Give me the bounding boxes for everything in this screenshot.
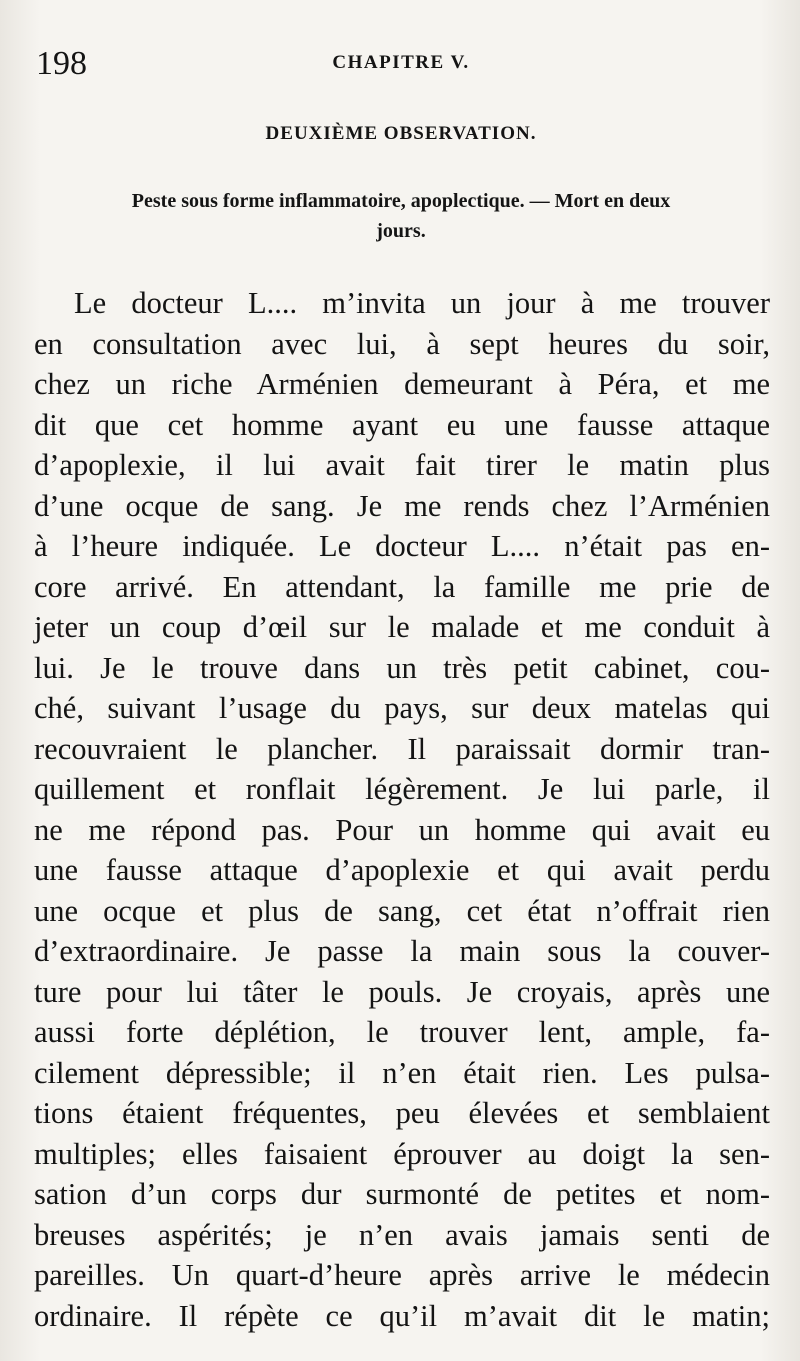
- body-line: core arrivé. En attendant, la famille me prie de: [34, 569, 770, 604]
- case-summary-line-2: jours.: [376, 220, 426, 242]
- body-line: en consultation avec lui, à sept heures du soir,: [34, 326, 770, 361]
- body-line: tions étaient fréquentes, peu élevées et semblaient: [34, 1096, 770, 1130]
- body-line: sation d’un corps dur surmonté de petites et nom-: [34, 1177, 770, 1211]
- body-line: ché, suivant l’usage du pays, sur deux matelas qui: [34, 691, 770, 725]
- body-line: pareilles. Un quart-d’heure après arrive le médecin: [34, 1258, 770, 1292]
- body-line: lui. Je le trouve dans un très petit cabinet, cou-: [34, 650, 770, 685]
- body-line: cilement dépressible; il n’en était rien. Les pulsa-: [34, 1055, 770, 1090]
- body-line: ne me répond pas. Pour un homme qui avait eu: [34, 812, 770, 847]
- page-header: [36, 44, 766, 84]
- body-line: d’apoplexie, il lui avait fait tirer le matin plus: [34, 448, 770, 482]
- body-line: une ocque et plus de sang, cet état n’offrait rien: [34, 893, 770, 928]
- body-line: Le docteur L.... m’invita un jour à me trouver: [74, 286, 770, 320]
- body-line: ture pour lui tâter le pouls. Je croyais, après une: [34, 974, 770, 1009]
- running-head: CHAPITRE V.: [332, 52, 470, 73]
- body-line: ordinaire. Il répète ce qu’il m’avait dit le matin;: [34, 1298, 770, 1333]
- body-line: à l’heure indiquée. Le docteur L.... n’était pas en-: [34, 529, 770, 563]
- body-line: breuses aspérités; je n’en avais jamais senti de: [34, 1217, 770, 1252]
- body-line: dit que cet homme ayant eu une fausse attaque: [34, 407, 770, 442]
- case-summary: [36, 186, 766, 246]
- page-number: 198: [36, 45, 87, 82]
- body-line: quillement et ronflait légèrement. Je lui parle, il: [34, 772, 770, 806]
- body-line: aussi forte déplétion, le trouver lent, ample, fa-: [34, 1015, 770, 1049]
- case-summary-line-1: Peste sous forme inflammatoire, apoplectique. — Mort en deux: [131, 190, 671, 212]
- body-line: jeter un coup d’œil sur le malade et me conduit à: [34, 610, 770, 644]
- section-title: DEUXIÈME OBSERVATION.: [265, 123, 537, 144]
- body-line: multiples; elles faisaient éprouver au doigt la sen-: [34, 1136, 770, 1171]
- body-paragraph: [34, 283, 770, 1336]
- body-line: recouvraient le plancher. Il paraissait dormir tran-: [34, 731, 770, 766]
- body-line: d’une ocque de sang. Je me rends chez l’Arménien: [34, 488, 770, 523]
- body-line: chez un riche Arménien demeurant à Péra, et me: [34, 367, 770, 401]
- body-line: une fausse attaque d’apoplexie et qui avait perdu: [34, 853, 770, 887]
- body-line: d’extraordinaire. Je passe la main sous la couver-: [34, 934, 770, 968]
